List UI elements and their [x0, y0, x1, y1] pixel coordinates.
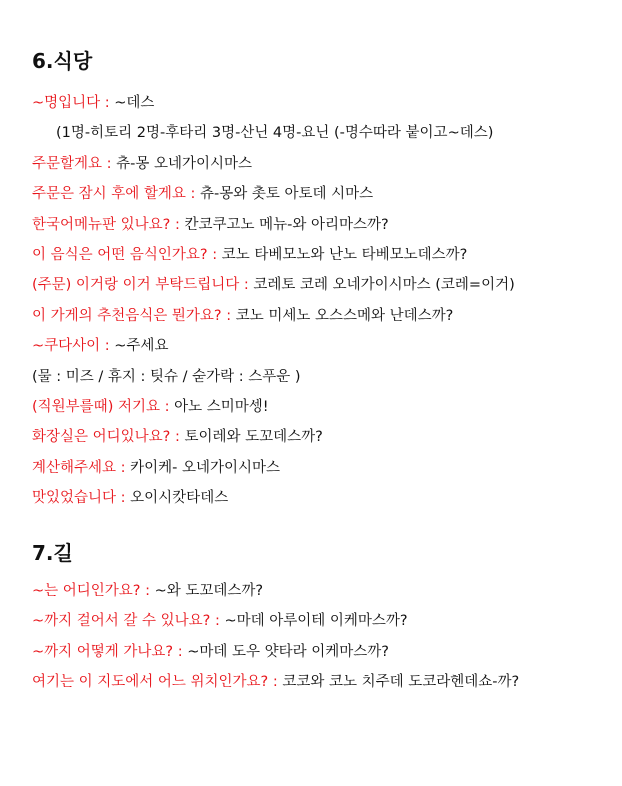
phrase-note	[32, 118, 612, 148]
japanese-reading: ~마데 도우 얏타라 이케마스까?	[182, 643, 389, 660]
phrase-line	[32, 149, 612, 179]
korean-phrase: 계산해주세요 :	[32, 459, 126, 476]
section-heading: 6.식당	[32, 49, 93, 73]
japanese-reading: 토이레와 도꼬데스까?	[179, 429, 323, 446]
korean-phrase: ~까지 걸어서 갈 수 있나요? :	[32, 613, 220, 630]
phrase-line	[32, 240, 612, 270]
korean-phrase: 한국어메뉴판 있나요? :	[32, 216, 180, 233]
note-text: (물 : 미즈 / 휴지 : 팃슈 / 숟가락 : 스푸운 )	[32, 368, 301, 385]
japanese-reading: ~와 도꼬데스까?	[150, 583, 264, 599]
japanese-reading: 츄-몽 오네가이시마스	[111, 155, 253, 172]
korean-phrase: ~는 어디인가요? :	[32, 583, 150, 599]
japanese-reading: 츄-몽와 촛토 아토데 시마스	[195, 186, 374, 203]
phrase-note	[32, 362, 612, 392]
phrase-list	[32, 88, 612, 513]
japanese-reading: 아노 스미마셍!	[169, 398, 269, 415]
korean-phrase: 주문할게요 :	[32, 155, 112, 172]
phrase-line	[32, 88, 612, 118]
phrase-line	[32, 301, 612, 331]
japanese-reading: ~주세요	[109, 338, 169, 355]
phrase-line	[32, 179, 612, 209]
japanese-reading: 코노 타베모노와 난노 타베모노데스까?	[217, 246, 468, 263]
phrase-line	[32, 422, 612, 452]
section-heading: 7.길	[32, 541, 73, 565]
japanese-reading: ~데스	[109, 95, 155, 111]
korean-phrase: 맛있었습니다 :	[32, 490, 126, 507]
korean-phrase: (주문) 이거랑 이거 부탁드립니다 :	[32, 277, 249, 294]
korean-phrase: 화장실은 어디있나요? :	[32, 429, 180, 446]
japanese-reading: 코레토 코레 오네가이시마스 (코레=이거)	[248, 277, 515, 294]
japanese-reading: ~마데 아루이테 이케마스까?	[219, 613, 408, 630]
japanese-reading: 오이시캇타데스	[125, 490, 229, 507]
phrase-line	[32, 667, 612, 697]
korean-phrase: 주문은 잠시 후에 할게요 :	[32, 186, 196, 203]
phrase-line	[32, 637, 612, 667]
phrase-line	[32, 453, 612, 483]
section-directions	[32, 540, 612, 698]
japanese-reading: 코노 미세노 오스스메와 난데스까?	[231, 307, 454, 324]
korean-phrase: (직원부를때) 저기요 :	[32, 398, 170, 415]
phrase-line	[32, 331, 612, 361]
korean-phrase: ~쿠다사이 :	[32, 338, 110, 355]
phrase-line	[32, 576, 612, 606]
korean-phrase: 여기는 이 지도에서 어느 위치인가요? :	[32, 674, 278, 691]
phrase-line	[32, 483, 612, 513]
phrase-line	[32, 606, 612, 636]
japanese-reading: 코코와 코노 치주데 도코라헨데쇼-까?	[277, 674, 520, 691]
korean-phrase: ~까지 어떻게 가나요? :	[32, 643, 183, 660]
phrase-line	[32, 270, 612, 300]
korean-phrase: ~명입니다 :	[32, 95, 110, 111]
japanese-reading: 카이케- 오네가이시마스	[125, 459, 281, 476]
phrase-line	[32, 392, 612, 422]
korean-phrase: 이 음식은 어떤 음식인가요? :	[32, 246, 218, 263]
korean-phrase: 이 가게의 추천음식은 뭔가요? :	[32, 307, 232, 324]
phrase-list	[32, 576, 612, 698]
phrase-line	[32, 210, 612, 240]
japanese-reading: 칸코쿠고노 메뉴-와 아리마스까?	[179, 216, 389, 233]
note-text: (1명-히토리 2명-후타리 3명-산닌 4명-요닌 (-명수따라 붙이고~데스)	[56, 125, 494, 142]
section-restaurant	[32, 48, 612, 513]
